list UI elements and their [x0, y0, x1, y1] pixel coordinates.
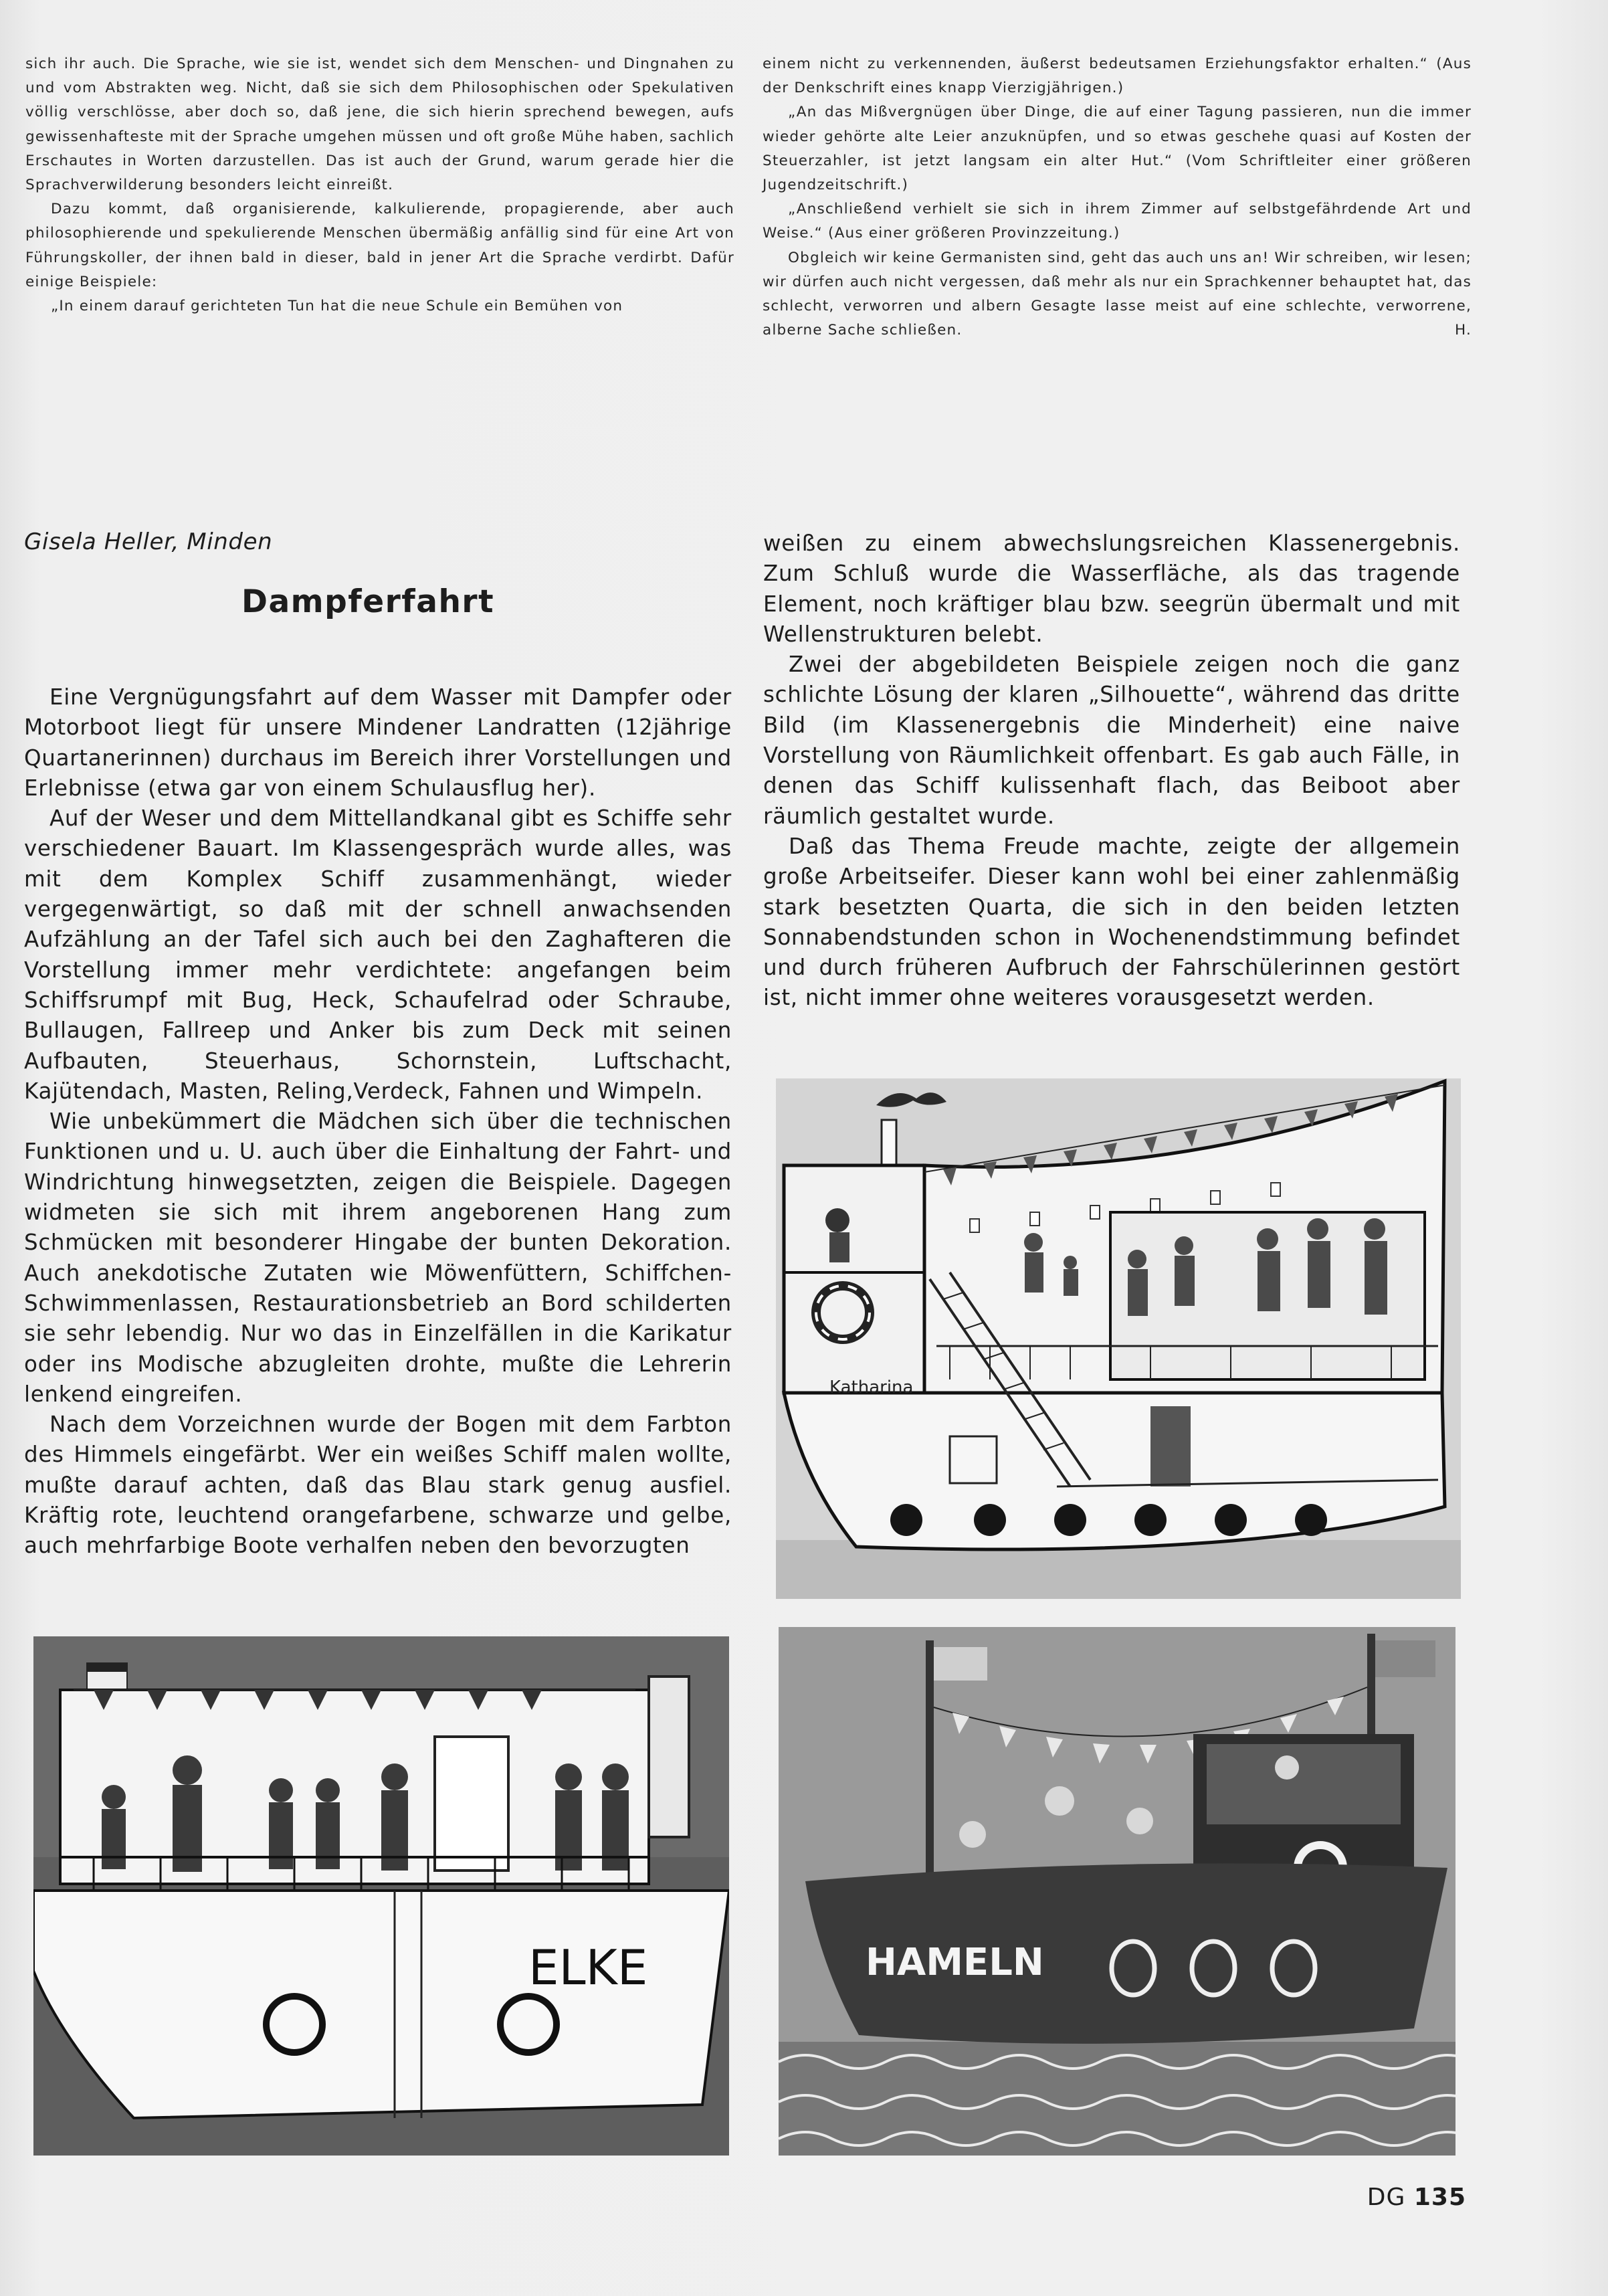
article-author: Gisela Heller, Minden	[24, 529, 273, 555]
top-left-paragraph: „In einem darauf gerichteten Tun hat die neue Schule ein Bemühen von	[51, 298, 623, 315]
article-paragraph: Zwei der abgebildeten Beispiele zeigen noch die ganz schlichte Lösung der klaren „Silhouette“, während das dritte Bild (im Klassenergebnis die Minderheit) eine naive Vorstellung von Räumlichkeit offenbart. Es gab auch Fälle, in denen das Schiff kulissenhaft flach, das Beiboot aber räumlich gestaltet wurde.	[763, 652, 1460, 829]
article-paragraph: Wie unbekümmert die Mädchen sich über die technischen Funktionen und u. U. auch über die Einhaltung der Fahrt- und Windrichtung hinwegsetzten, zeigen die Beispiele. Dagegen widmeten sie sich mit ihrem angeborenen Hang zum Schmücken mit besonderer Hingabe der bunten Dekoration. Auch anekdotische Zutaten wie Möwenfüttern, Schiffchen-Schwimmenlassen, Restaurationsbetrieb an Bord schilderten sie sehr lebendig. Nur wo das in Einzelfällen in die Karikatur oder ins Modische abzugleiten drohte, mußte die Lehrerin lenkend eingreifen.	[24, 1109, 732, 1407]
top-left-column	[25, 52, 734, 318]
article-paragraph: Nach dem Vorzeichnen wurde der Bogen mit dem Farbton des Himmels eingefärbt. Wer ein weißes Schiff malen wollte, mußte darauf achten, daß das Blau stark genug ausfiel. Kräftig rote, leuchtend orangefarbene, schwarze und gelbe, auch mehrfarbige Boote verhalfen neben den bevorzugten	[24, 1412, 732, 1559]
article-paragraph: weißen zu einem abwechslungsreichen Klassenergebnis. Zum Schluß wurde die Wasserfläche, als das tragende Element, noch kräftiger blau bzw. seegrün übermalt und mit Wellenstrukturen belebt.	[763, 531, 1460, 647]
elke-ship-name: ELKE	[528, 1939, 648, 1996]
top-left-paragraph: Dazu kommt, daß organisierende, kalkulierende, propagierende, aber auch philosophierende und spekulierende Menschen übermäßig anfällig sind für eine Art von Führungskoller, der ihnen bald in dieser, bald in jener Art die Sprache verdirbt. Dafür einige Beispiele:	[25, 201, 734, 290]
figure-katharina-ship-drawing	[776, 1078, 1461, 1599]
top-right-paragraph: einem nicht zu verkennenden, äußerst bedeutsamen Erziehungsfaktor erhalten.“ (Aus der Denkschrift eines knapp Vierzigjährigen.)	[763, 56, 1472, 97]
article-paragraph: Daß das Thema Freude machte, zeigte der allgemein große Arbeitseifer. Dieser kann wohl bei einer zahlenmäßig stark besetzten Quarta, die sich in den beiden letzten Sonnabendstunden schon in Wochenendstimmung befindet und durch früheren Aufbruch der Fahrschülerinnen gestört ist, nicht immer ohne weiteres vorausgesetzt werden.	[763, 833, 1460, 1011]
figure-elke-ship-drawing	[33, 1636, 729, 2156]
page-folio	[1367, 2184, 1466, 2211]
article-right-column	[763, 529, 1460, 1014]
top-right-column	[763, 52, 1472, 343]
journal-abbreviation: DG	[1367, 2184, 1406, 2211]
signature: H.	[1454, 322, 1472, 339]
top-right-paragraph: „Anschließend verhielt sie sich in ihrem Zimmer auf selbstgefährdende Art und Weise.“ (Aus einer größeren Provinzzeitung.)	[763, 201, 1472, 242]
article-left-column	[24, 682, 732, 1561]
katharina-ship-name: Katharina	[829, 1377, 914, 1398]
figure-hameln-ship-drawing	[779, 1627, 1455, 2156]
article-title: Dampferfahrt	[241, 583, 495, 620]
page-number: 135	[1413, 2184, 1466, 2211]
top-right-last-text: Obgleich wir keine Germanisten sind, geht das auch uns an! Wir schreiben, wir lesen; wir dürfen auch nicht vergessen, daß mehr als nur ein Sprachkenner behauptet hat, das schlecht, verworren und albern Gesagte lasse meist auf eine schlechte, verworrene, alberne Sache schließen.	[763, 249, 1472, 339]
hameln-ship-name: HAMELN	[866, 1941, 1044, 1984]
top-right-paragraph: „An das Mißvergnügen über Dinge, die auf einer Tagung passieren, nun die immer wieder gehörte alte Leier anzuknüpfen, und so etwas geschehe quasi auf Kosten der Steuerzahler, ist jetzt langsam ein alter Hut.“ (Vom Schriftleiter einer größeren Jugendzeitschrift.)	[763, 104, 1472, 194]
article-paragraph: Auf der Weser und dem Mittellandkanal gibt es Schiffe sehr verschiedener Bauart. Im Klassengespräch wurde alles, was mit dem Komplex Schiff zusammenhängt, wieder vergegenwärtigt, so daß mit der schnell anwachsenden Aufzählung an der Tafel sich auch bei den Zaghafteren die Vorstellung immer mehr verdichtete: angefangen beim Schiffsrumpf mit Bug, Heck, Schaufelrad oder Schraube, Bullaugen, Fallreep und Anker bis zum Deck mit seinen Aufbauten, Steuerhaus, Schornstein, Luftschacht, Kajütendach, Masten, Reling,Verdeck, Fahnen und Wimpeln.	[24, 805, 732, 1104]
top-right-paragraph	[763, 246, 1472, 343]
article-paragraph: Eine Vergnügungsfahrt auf dem Wasser mit Dampfer oder Motorboot liegt für unsere Mindener Landratten (12jährige Quartanerinnen) durchaus im Bereich ihrer Vorstellungen und Erlebnisse (etwa gar von einem Schulausflug her).	[24, 684, 732, 801]
top-left-paragraph: sich ihr auch. Die Sprache, wie sie ist, wendet sich dem Menschen- und Dingnahen zu und vom Abstrakten weg. Nicht, daß sie sich dem Philosophischen oder Spekulativen völlig verschlösse, aber doch so, daß jene, die sich hierin sprechend bewegen, aufs gewissenhafteste mit der Sprache umgehen müssen und oft große Mühe haben, sachlich Erschautes in Worten darzustellen. Das ist auch der Grund, warum gerade hier die Sprachverwilderung besonders leicht einreißt.	[25, 56, 734, 194]
